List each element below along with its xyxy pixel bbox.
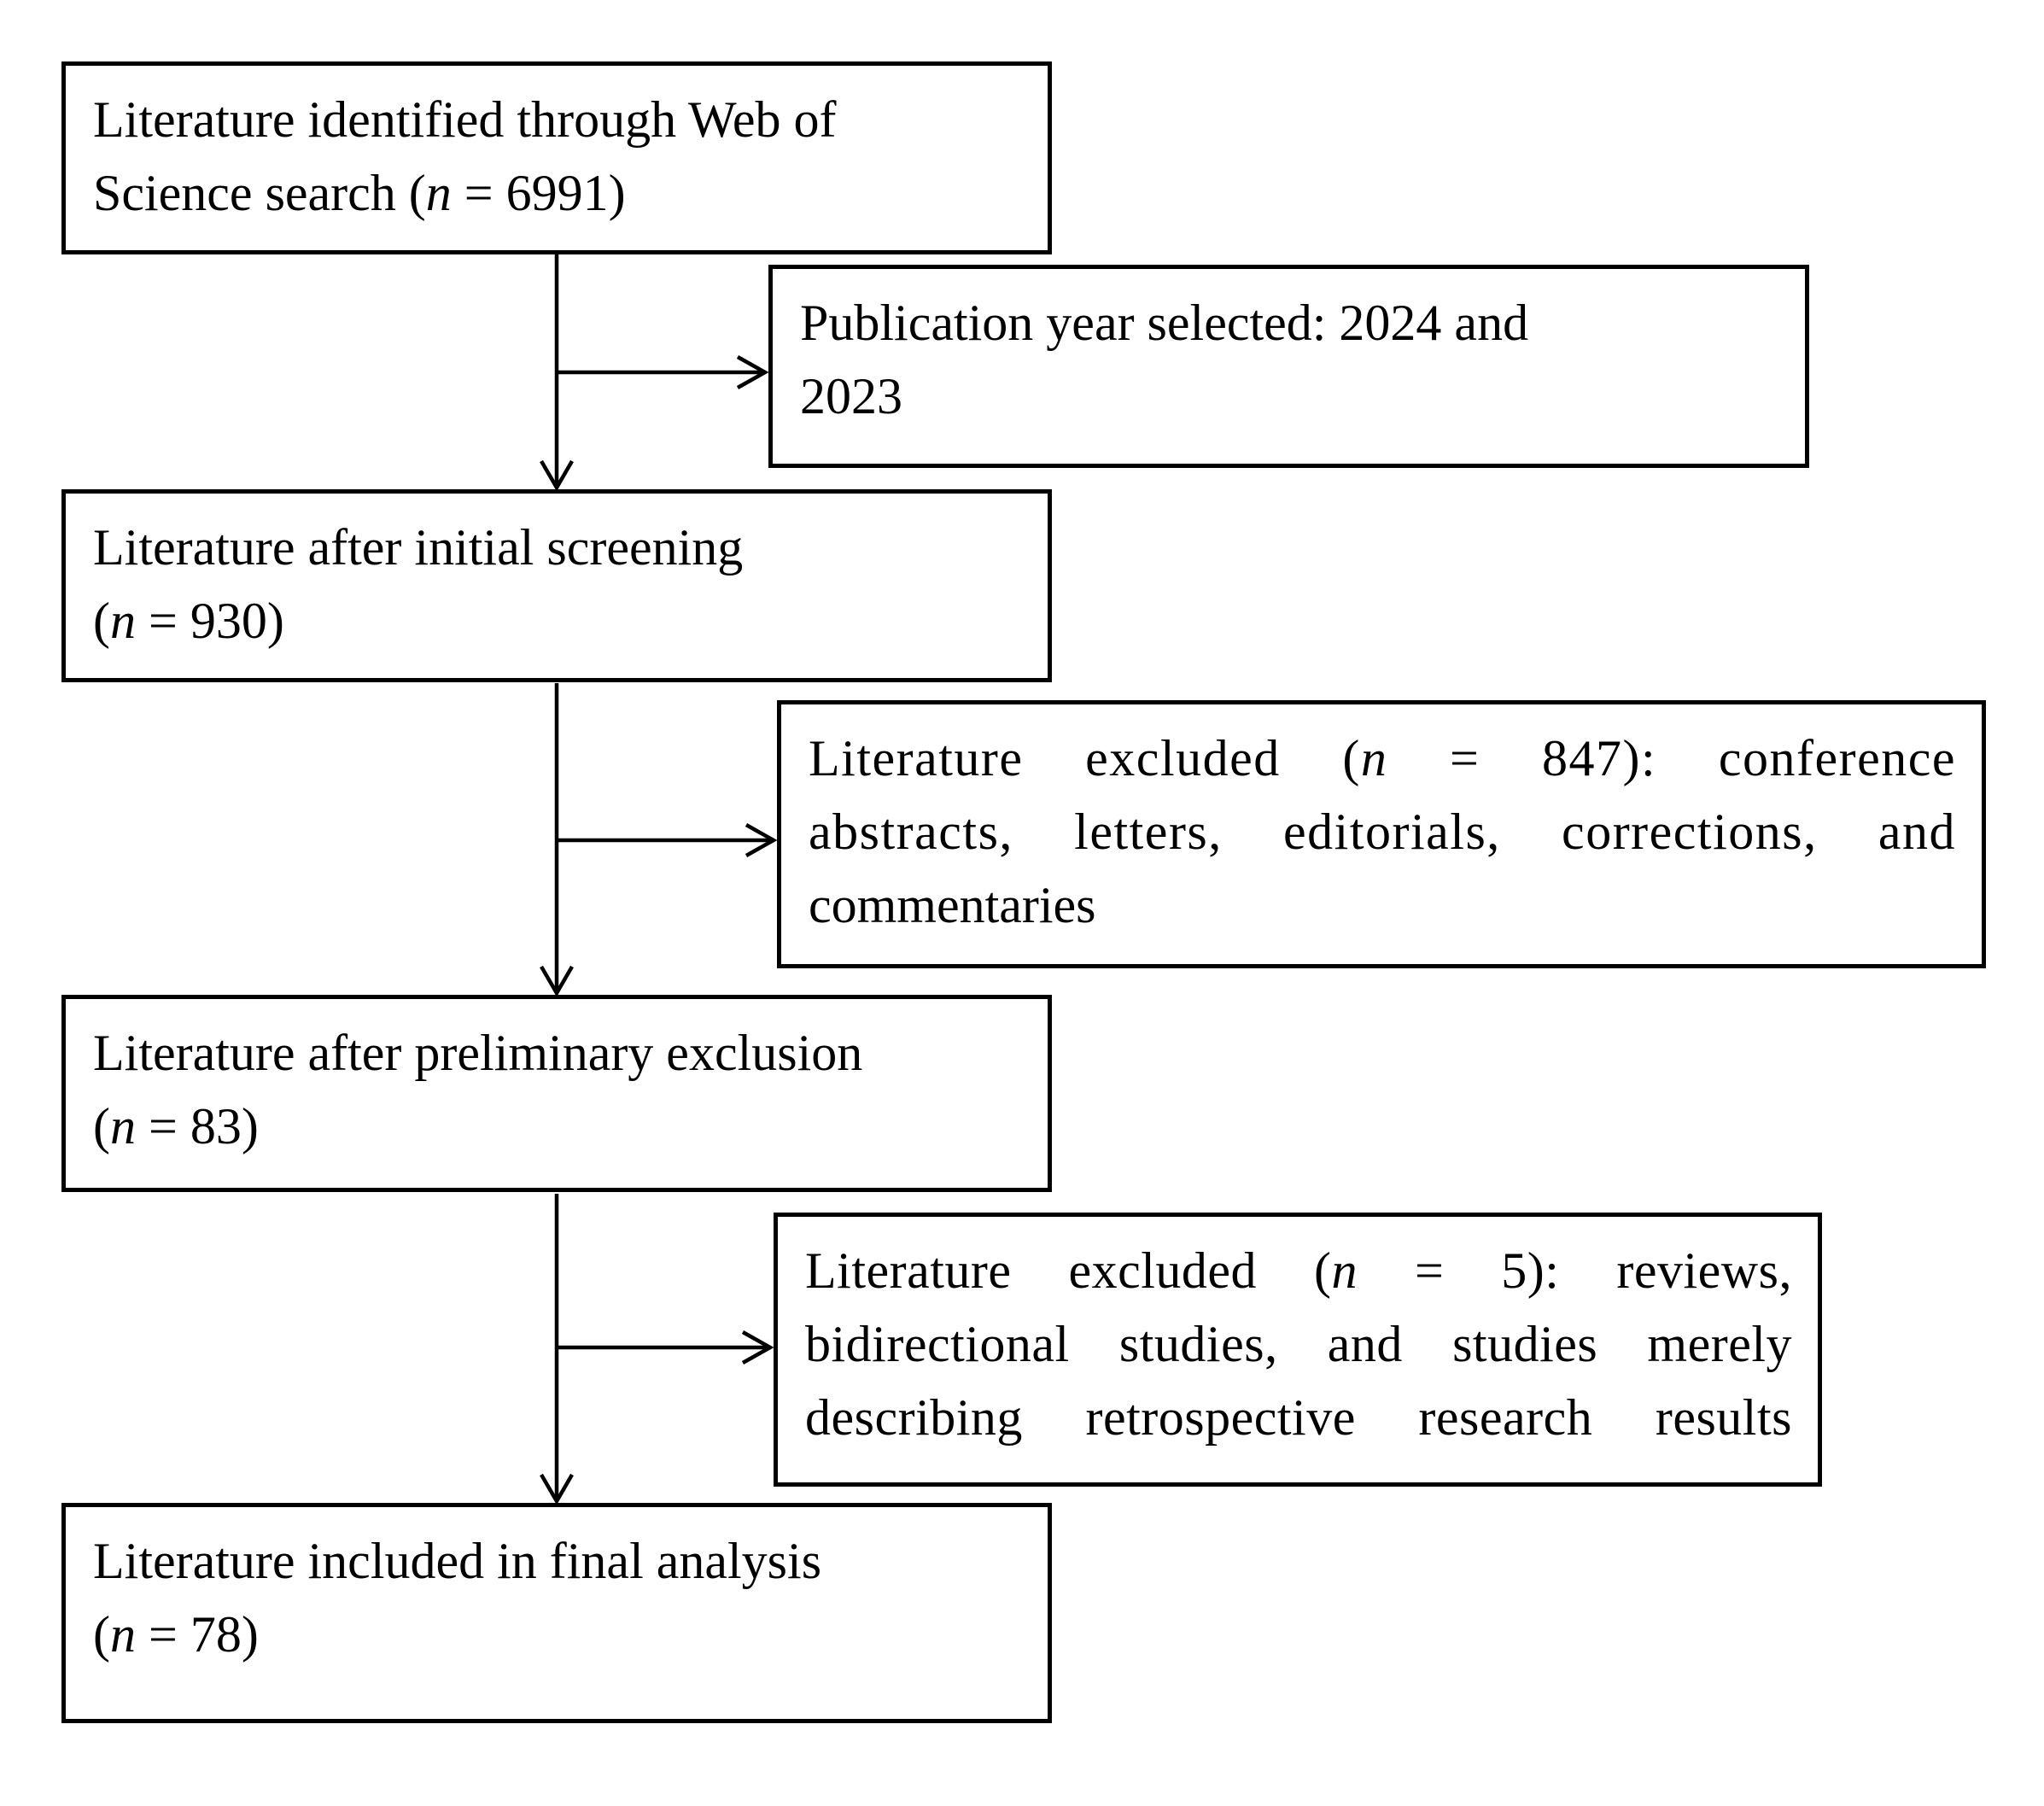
text-line [93,83,1022,156]
text-line [800,359,1779,433]
flow-box-final-analysis [61,1503,1052,1723]
text-segment: Literature after initial screening [93,519,744,576]
text-segment: = 6991) [451,165,626,221]
box-text [800,286,1779,433]
text-line [93,1598,1022,1671]
text-segment: Literature excluded ( [805,1242,1332,1299]
flow-box-excluded-reviews [774,1213,1822,1487]
text-segment: Publication year selected: 2024 and [800,295,1529,351]
text-segment: Literature included in final analysis [93,1533,822,1589]
text-segment: commentaries [809,877,1096,933]
text-segment: = 83) [135,1098,259,1154]
text-segment: = 930) [135,593,284,649]
text-line [809,722,1956,795]
box-text [805,1234,1792,1454]
text-segment: ( [93,1606,110,1663]
text-line [93,511,1022,584]
text-segment: describing retrospective research results [805,1389,1792,1446]
box-text [93,1016,1022,1163]
variable-n: n [1331,1242,1358,1299]
variable-n: n [109,1606,136,1663]
text-segment: abstracts, letters, editorials, corrections, and [809,804,1956,860]
box-text [93,511,1022,658]
text-segment: ( [93,593,110,649]
text-line [93,1016,1022,1090]
text-segment: = 78) [135,1606,259,1663]
text-line [800,286,1779,359]
text-segment: = 847): conference [1387,730,1956,786]
flow-box-publication-year-selected [768,265,1809,468]
text-line [809,795,1956,868]
text-line [805,1381,1792,1454]
box-text [809,722,1956,942]
variable-n: n [109,593,136,649]
flow-box-initial-screening [61,489,1052,682]
text-line [805,1234,1792,1307]
text-segment: = 5): reviews, [1358,1242,1792,1299]
text-line [93,1090,1022,1163]
flow-box-literature-identified [61,61,1052,254]
text-line [805,1307,1792,1381]
flow-box-preliminary-exclusion [61,995,1052,1192]
flow-box-excluded-conference [777,700,1986,968]
text-segment: 2023 [800,368,902,424]
box-text [93,83,1022,230]
text-segment: Literature excluded ( [809,730,1361,786]
variable-n: n [1360,730,1388,786]
text-segment: Literature identified through Web of [93,91,837,148]
text-line [93,1524,1022,1598]
box-text [93,1524,1022,1671]
text-segment: bidirectional studies, and studies merely [805,1316,1792,1372]
text-segment: ( [93,1098,110,1154]
text-segment: Literature after preliminary exclusion [93,1025,863,1081]
text-line [809,868,1956,942]
variable-n: n [109,1098,136,1154]
text-line [93,584,1022,658]
variable-n: n [425,165,452,221]
text-segment: Science search ( [93,165,426,221]
text-line [93,156,1022,230]
